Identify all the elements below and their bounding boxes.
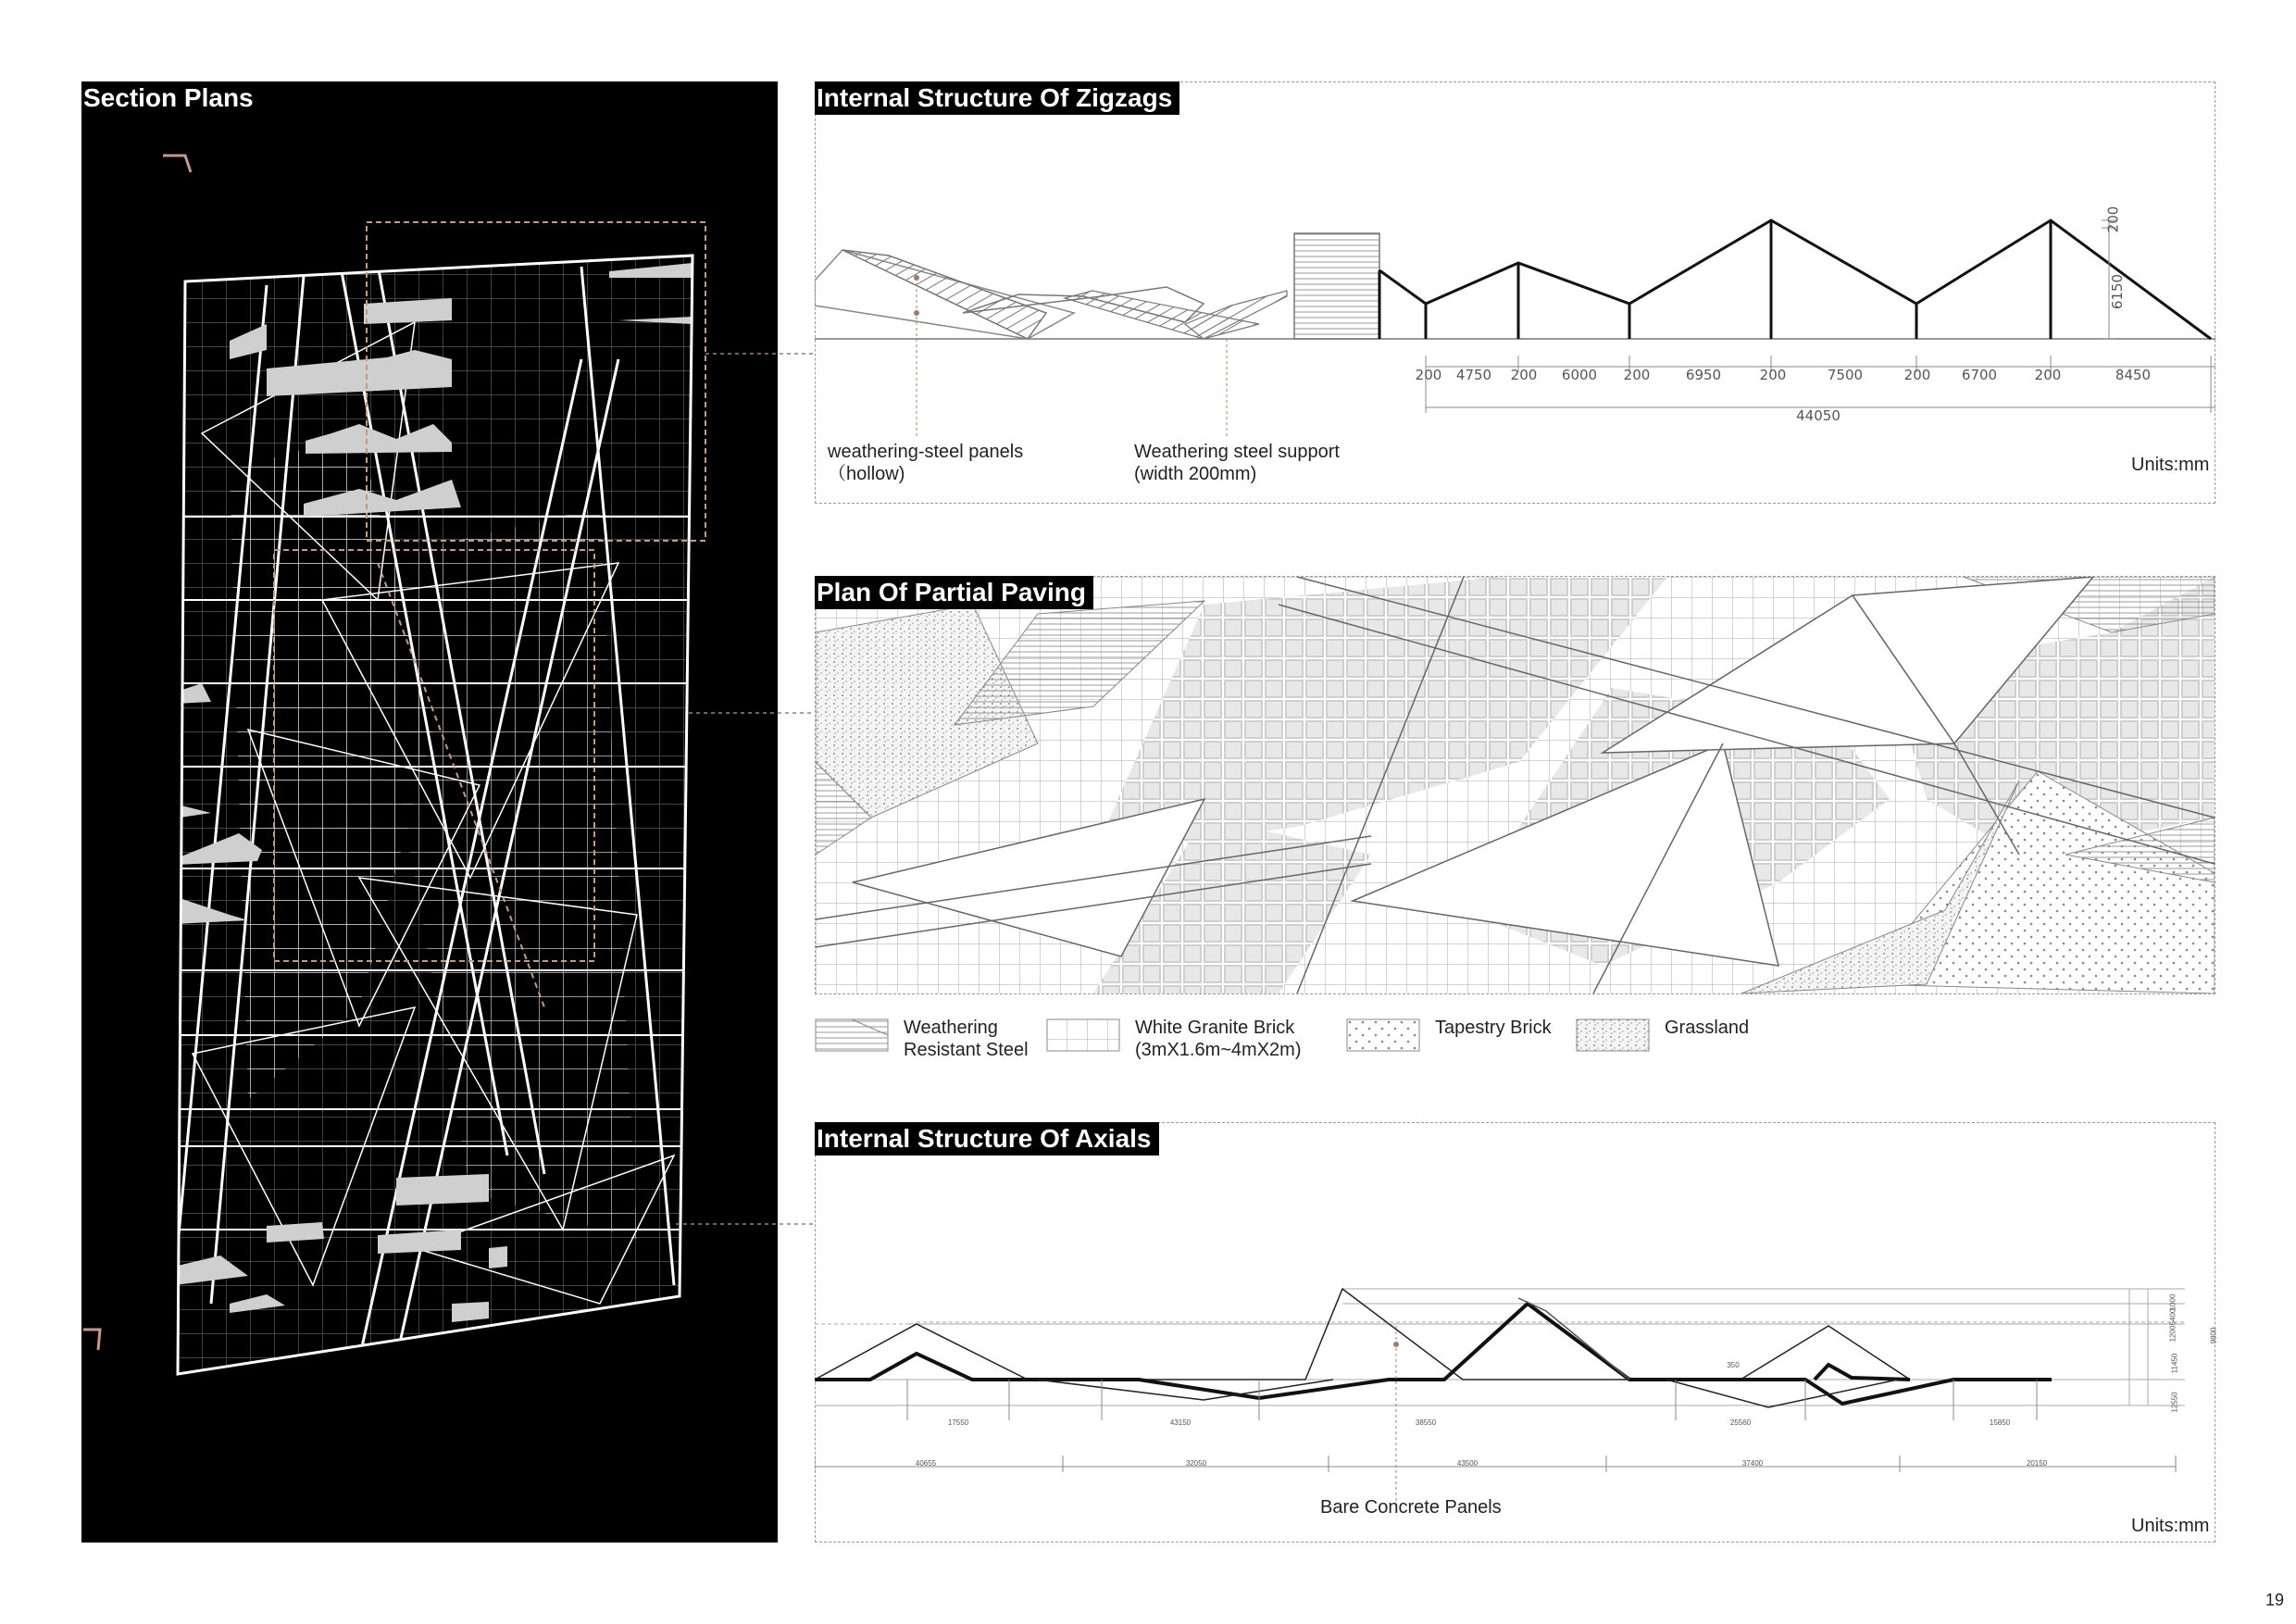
label-weathering-support-2: (width 200mm) [1134,464,1257,484]
legend-label-tapestry: Tapestry Brick [1435,1018,1552,1038]
section-plans-panel [81,81,778,1543]
axial-dim-seg-2: 43500 [1456,1459,1479,1468]
page-number: 19 [2265,1591,2285,1609]
axial-dim-right-1: 1000 [2168,1293,2177,1311]
zigzag-dim-11: 8450 [2115,367,2152,383]
zigzag-dim-7: 7500 [1827,367,1864,383]
zigzag-dim-6: 200 [1759,367,1787,383]
label-weathering-panels-2: （hollow) [828,464,905,484]
label-bare-concrete: Bare Concrete Panels [1320,1497,1502,1518]
label-weathering-panels: weathering-steel panels [828,442,1024,462]
legend-label-weathering-2: Resistant Steel [904,1040,1029,1060]
legend-swatch-grassland [1576,1018,1650,1052]
label-weathering-support: Weathering steel support [1134,442,1340,462]
axial-dim-right-0: 9800 [2209,1327,2218,1344]
axial-dim-right-4: 11450 [2170,1353,2179,1374]
zigzag-section-drawing [815,81,2215,504]
legend-label-grassland: Grassland [1665,1018,1750,1038]
axial-dim-small-1: 43150 [1169,1418,1192,1427]
legend-label-granite-2: (3mX1.6m~4mX2m) [1135,1040,1302,1060]
axial-dim-right-5: 12550 [2170,1392,2179,1413]
zigzag-dim-4: 200 [1623,367,1651,383]
zigzag-dim-10: 200 [2034,367,2062,383]
zigzags-units: Units:mm [2131,455,2210,475]
axial-dim-seg-1: 32050 [1185,1459,1207,1468]
axial-dim-small-4: 15850 [1989,1418,2011,1427]
zigzag-dim-0: 200 [1415,367,1442,383]
zigzag-dim-top-1: 6150 [2109,273,2127,310]
legend-label-granite-1: White Granite Brick [1135,1018,1295,1038]
zigzag-dim-1: 4750 [1455,367,1492,383]
axial-dim-seg-4: 20150 [2026,1459,2048,1468]
legend-label-weathering-1: Weathering [904,1018,998,1038]
zigzag-dim-9: 6700 [1961,367,1998,383]
axial-mid-label: 350 [1727,1361,1740,1369]
legend-swatch-tapestry [1346,1018,1420,1052]
paving-title: Plan Of Partial Paving [815,576,1093,609]
legend-swatch-weathering [815,1018,889,1052]
axials-units: Units:mm [2131,1516,2210,1536]
paving-plan-drawing [816,577,2215,993]
axials-title: Internal Structure Of Axials [815,1122,1159,1156]
axial-dim-seg-3: 37400 [1741,1459,1764,1468]
axial-section-drawing [815,1122,2218,1543]
axial-dim-seg-0: 40655 [915,1459,937,1468]
section-plan-drawing [81,81,778,1543]
axial-dim-small-3: 25560 [1729,1418,1752,1427]
legend-swatch-granite [1046,1018,1120,1052]
zigzag-dim-total: 44050 [1796,407,1841,424]
zigzag-dim-top-0: 200 [2104,206,2122,233]
zigzag-dim-5: 6950 [1685,367,1722,383]
zigzag-dim-3: 6000 [1561,367,1598,383]
zigzag-dim-2: 200 [1510,367,1538,383]
axial-dim-right-2: 5400 [2168,1308,2177,1326]
section-plans-title: Section Plans [81,81,261,115]
axial-dim-right-3: 1200 [2168,1325,2177,1343]
zigzags-title: Internal Structure Of Zigzags [815,81,1179,115]
axial-dim-small-2: 38550 [1415,1418,1437,1427]
zigzag-dim-8: 200 [1903,367,1931,383]
axial-dim-small-0: 17550 [947,1418,969,1427]
